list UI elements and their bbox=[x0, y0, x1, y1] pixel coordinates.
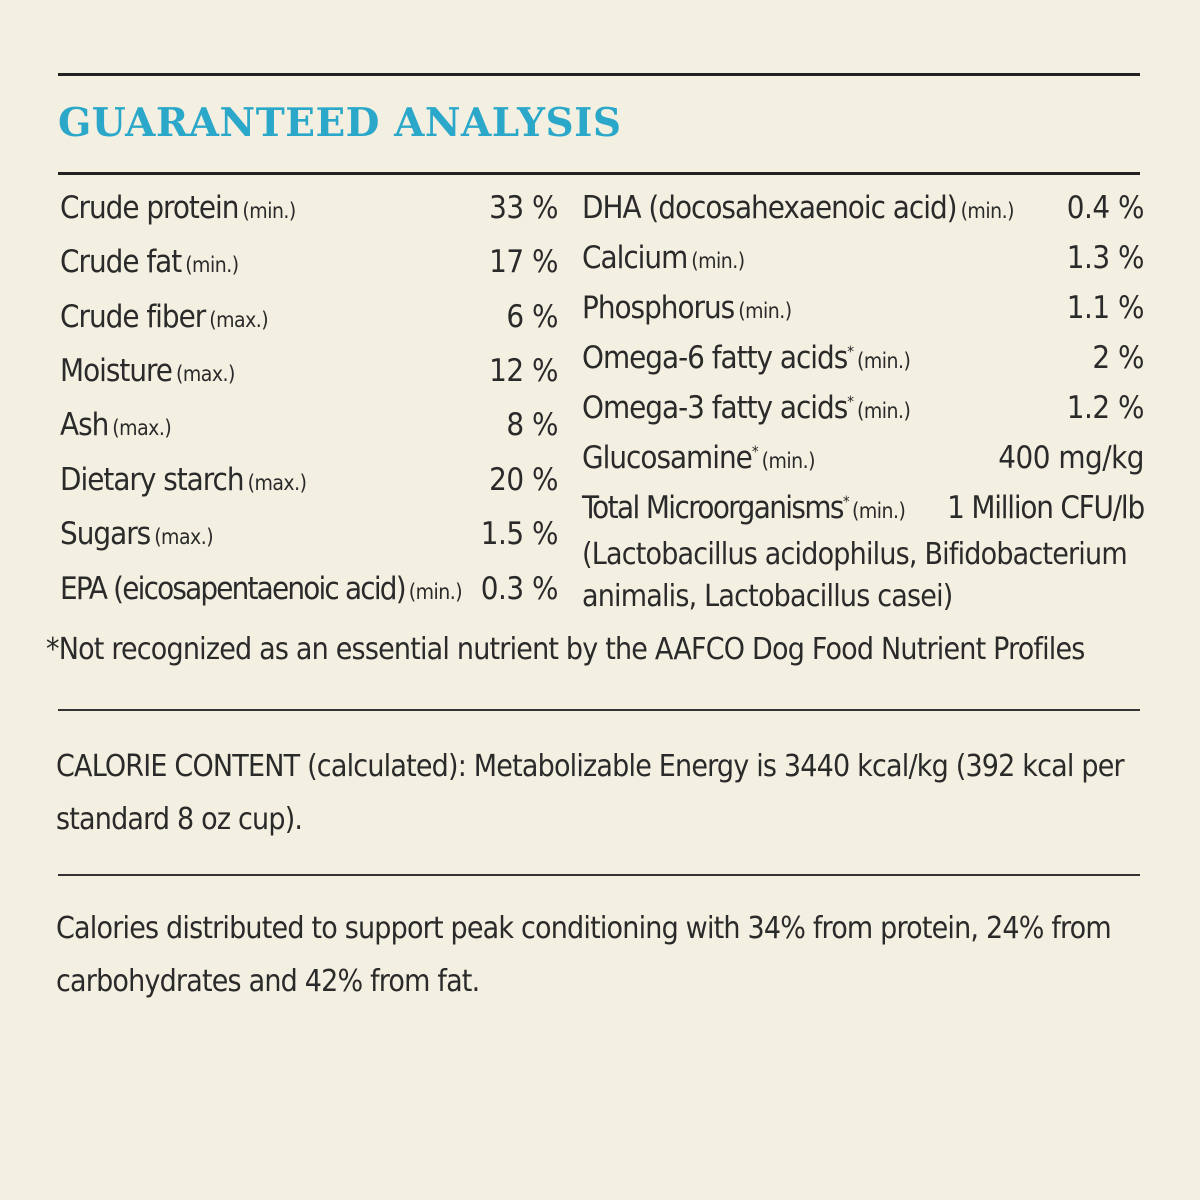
nutrient-row bbox=[60, 407, 558, 451]
nutrient-qualifier: (min.) bbox=[185, 253, 239, 277]
nutrient-name: Dietary starch bbox=[60, 462, 244, 498]
nutrient-qualifier: (min.) bbox=[857, 349, 911, 373]
nutrient-row bbox=[582, 490, 1144, 534]
nutrient-row bbox=[60, 571, 558, 615]
nutrient-value: 400 mg/kg bbox=[998, 440, 1144, 476]
asterisk-marker: * bbox=[847, 392, 854, 411]
nutrient-value: 12 % bbox=[489, 353, 558, 389]
nutrient-name: Sugars bbox=[60, 516, 151, 552]
top-rule bbox=[58, 73, 1140, 76]
nutrient-qualifier: (min.) bbox=[408, 580, 463, 604]
nutrient-qualifier: (min.) bbox=[738, 299, 792, 323]
nutrient-qualifier: (max.) bbox=[112, 416, 172, 440]
right-nutrient-column bbox=[582, 190, 1144, 620]
nutrient-value: 6 % bbox=[506, 299, 558, 335]
nutrient-row bbox=[582, 240, 1144, 284]
nutrient-row bbox=[582, 440, 1144, 484]
nutrient-name: Crude fiber bbox=[60, 299, 206, 335]
nutrient-value: 17 % bbox=[489, 244, 558, 280]
nutrient-qualifier: (max.) bbox=[154, 525, 214, 549]
nutrient-name: Glucosamine bbox=[582, 440, 752, 476]
nutrient-row bbox=[60, 190, 558, 234]
nutrient-value: 2 % bbox=[1092, 340, 1144, 376]
nutrient-value: 1 Million CFU/lb bbox=[947, 490, 1144, 526]
nutrient-row bbox=[60, 353, 558, 397]
nutrient-row bbox=[582, 340, 1144, 384]
divider-rule bbox=[58, 874, 1140, 876]
nutrient-qualifier: (max.) bbox=[175, 362, 235, 386]
left-nutrient-column bbox=[60, 190, 558, 620]
nutrient-name: Omega-3 fatty acids bbox=[582, 390, 848, 426]
nutrient-name: Phosphorus bbox=[582, 290, 735, 326]
nutrient-value: 1.2 % bbox=[1066, 390, 1144, 426]
nutrient-value: 1.3 % bbox=[1066, 240, 1144, 276]
nutrient-name: Moisture bbox=[60, 353, 172, 389]
nutrient-value: 0.3 % bbox=[480, 571, 558, 607]
asterisk-marker: * bbox=[842, 492, 849, 511]
nutrient-name: EPA (eicosapentaenoic acid) bbox=[60, 571, 405, 607]
asterisk-marker: * bbox=[847, 342, 854, 361]
nutrient-qualifier: (min.) bbox=[852, 499, 906, 523]
nutrient-row bbox=[60, 244, 558, 288]
nutrient-name: Crude fat bbox=[60, 244, 182, 280]
nutrient-row bbox=[582, 290, 1144, 334]
nutrient-qualifier: (min.) bbox=[242, 199, 296, 223]
nutrient-value: 20 % bbox=[489, 462, 558, 498]
nutrient-row bbox=[60, 299, 558, 343]
nutrient-name: Ash bbox=[60, 407, 109, 443]
asterisk-marker: * bbox=[751, 442, 758, 461]
nutrient-name: Calcium bbox=[582, 240, 688, 276]
nutrient-row bbox=[60, 516, 558, 560]
nutrient-qualifier: (max.) bbox=[209, 308, 269, 332]
nutrient-name: DHA (docosahexaenoic acid) bbox=[582, 190, 957, 226]
divider-rule bbox=[58, 709, 1140, 711]
nutrient-value: 1.5 % bbox=[480, 516, 558, 552]
microorganisms-note: (Lactobacillus acidophilus, Bifidobacterium animalis, Lactobacillus casei) bbox=[582, 537, 1127, 614]
nutrient-name: Total Microorganisms bbox=[582, 490, 843, 526]
heading-rule bbox=[58, 172, 1140, 175]
nutrient-qualifier: (min.) bbox=[857, 399, 911, 423]
nutrient-qualifier: (min.) bbox=[691, 249, 745, 273]
footnote: *Not recognized as an essential nutrient by the AAFCO Dog Food Nutrient Profiles bbox=[46, 632, 1085, 667]
nutrient-value: 8 % bbox=[506, 407, 558, 443]
nutrient-qualifier: (max.) bbox=[247, 471, 307, 495]
nutrient-row bbox=[582, 390, 1144, 434]
nutrient-name: Omega-6 fatty acids bbox=[582, 340, 848, 376]
nutrient-qualifier: (min.) bbox=[761, 449, 815, 473]
calories-distribution: Calories distributed to support peak conditioning with 34% from protein, 24% from carbohydrates and 42% from fat. bbox=[56, 911, 1111, 999]
nutrient-name: Crude protein bbox=[60, 190, 239, 226]
nutrient-value: 33 % bbox=[489, 190, 558, 226]
section-heading: GUARANTEED ANALYSIS bbox=[58, 100, 622, 146]
nutrient-row bbox=[582, 190, 1144, 234]
nutrient-value: 0.4 % bbox=[1066, 190, 1144, 226]
nutrient-value: 1.1 % bbox=[1066, 290, 1144, 326]
nutrient-row bbox=[60, 462, 558, 506]
nutrient-qualifier: (min.) bbox=[960, 199, 1014, 223]
calorie-content: CALORIE CONTENT (calculated): Metabolizable Energy is 3440 kcal/kg (392 kcal per standard 8 oz cup). bbox=[56, 749, 1124, 837]
